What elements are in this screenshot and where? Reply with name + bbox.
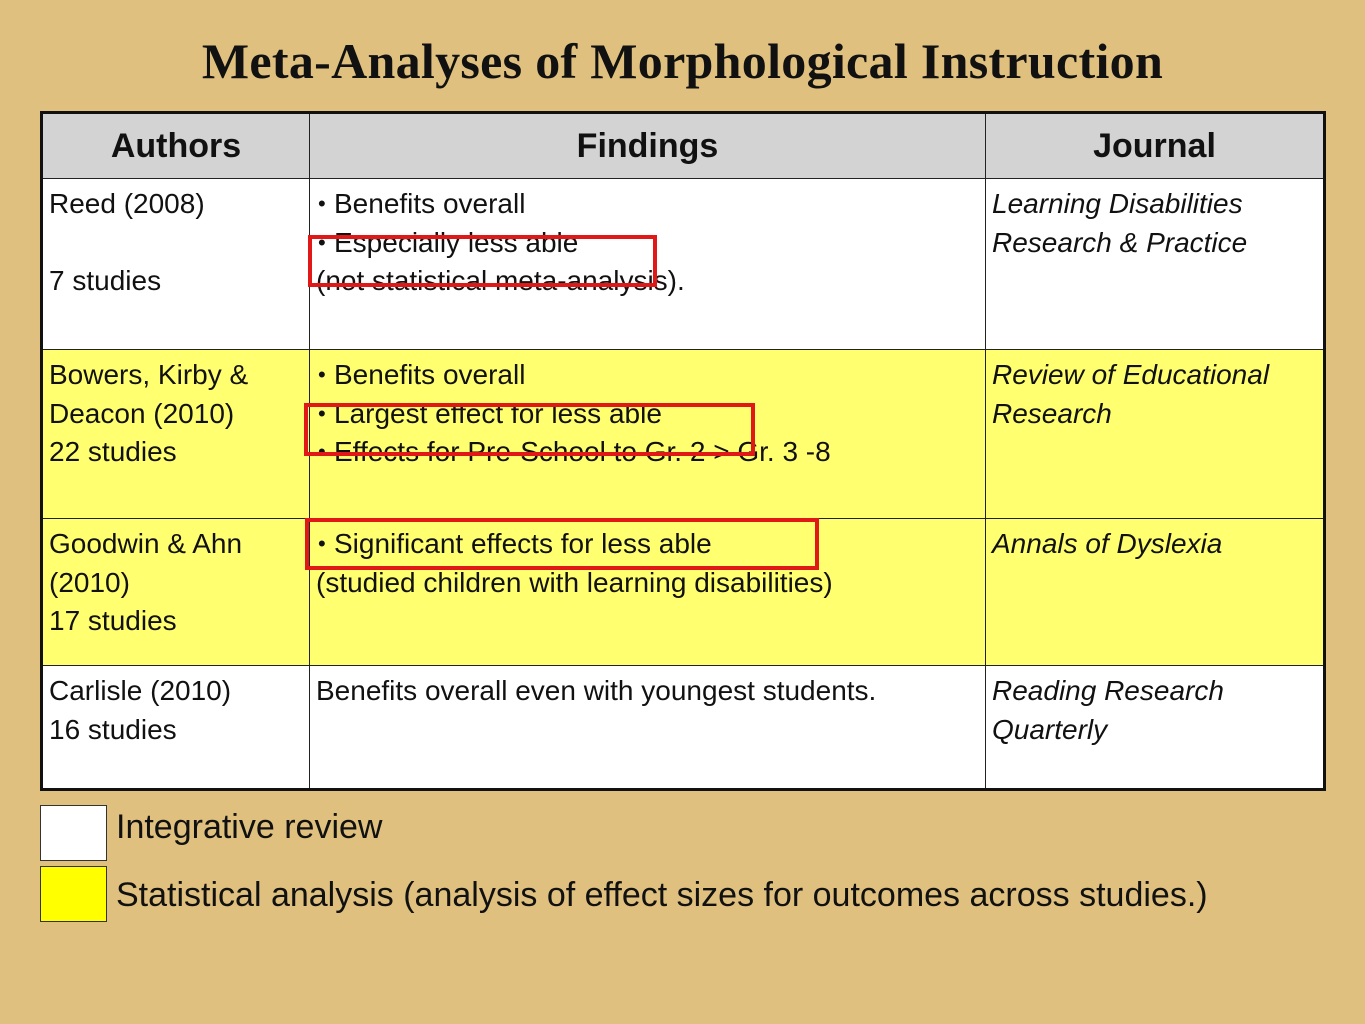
study-count: 22 studies xyxy=(49,436,177,467)
author-name: Deacon (2010) xyxy=(49,397,235,429)
page-title: Meta-Analyses of Morphological Instruction xyxy=(201,33,1164,89)
author-name: Reed (2008) xyxy=(49,188,205,219)
journal-name: Learning Disabilities Research & Practice xyxy=(992,188,1248,258)
finding-note: (studied children with learning disabilities) xyxy=(316,566,833,598)
author-name: Carlisle (2010) xyxy=(49,675,232,706)
journal-cell xyxy=(986,519,1325,666)
authors-cell xyxy=(42,179,310,350)
finding-item: • Especially less able xyxy=(316,224,979,263)
legend-swatch-integrative xyxy=(40,805,107,861)
study-count: 17 studies xyxy=(49,605,177,636)
header-findings: Findings xyxy=(310,113,986,179)
journal-cell xyxy=(986,666,1325,790)
finding-note: (not statistical meta-analysis). xyxy=(316,265,685,296)
header-authors: Authors xyxy=(42,113,310,179)
bullet-icon: • xyxy=(318,362,326,387)
finding-item: • Benefits overall xyxy=(316,185,979,224)
finding-item: • Effects for Pre-School to Gr. 2 > Gr. 3 -8 xyxy=(316,433,979,472)
header-journal: Journal xyxy=(986,113,1325,179)
table-row xyxy=(42,179,1325,350)
legend-label-statistical: Statistical analysis (analysis of effect sizes for outcomes across studies.) xyxy=(116,876,1208,914)
legend-swatch-statistical xyxy=(40,866,107,922)
journal-name: Annals of Dyslexia xyxy=(992,528,1223,559)
author-name: Bowers, Kirby & xyxy=(49,359,249,390)
authors-cell xyxy=(42,519,310,666)
journal-cell xyxy=(986,179,1325,350)
findings-cell xyxy=(310,666,986,790)
author-spacer xyxy=(49,224,303,263)
journal-name: Reading Research Quarterly xyxy=(992,675,1224,745)
finding-item: • Largest effect for less able xyxy=(316,395,979,434)
author-name: (2010) xyxy=(49,566,130,598)
finding-note: Benefits overall even with youngest students. xyxy=(316,675,877,706)
study-count: 16 studies xyxy=(49,713,177,745)
bullet-icon: • xyxy=(318,531,326,556)
study-count: 7 studies xyxy=(49,265,162,296)
bullet-icon: • xyxy=(318,229,326,255)
finding-item: • Significant effects for less able xyxy=(316,525,979,564)
author-name: Goodwin & Ahn xyxy=(49,528,243,559)
authors-cell xyxy=(42,666,310,790)
journal-cell xyxy=(986,350,1325,519)
legend-label-integrative: Integrative review xyxy=(116,808,383,846)
highlight-box-significant-effects xyxy=(305,518,819,570)
finding-item: • Benefits overall xyxy=(316,356,979,395)
highlight-box-especially-less-able xyxy=(308,235,657,287)
bullet-icon: • xyxy=(318,439,326,464)
bullet-icon: • xyxy=(318,400,326,426)
table-header-row xyxy=(42,113,1325,179)
bullet-icon: • xyxy=(318,191,326,216)
table-row xyxy=(42,666,1325,790)
highlight-box-largest-effect xyxy=(304,403,755,456)
journal-name: Review of Educational Research xyxy=(992,359,1270,429)
authors-cell xyxy=(42,350,310,519)
